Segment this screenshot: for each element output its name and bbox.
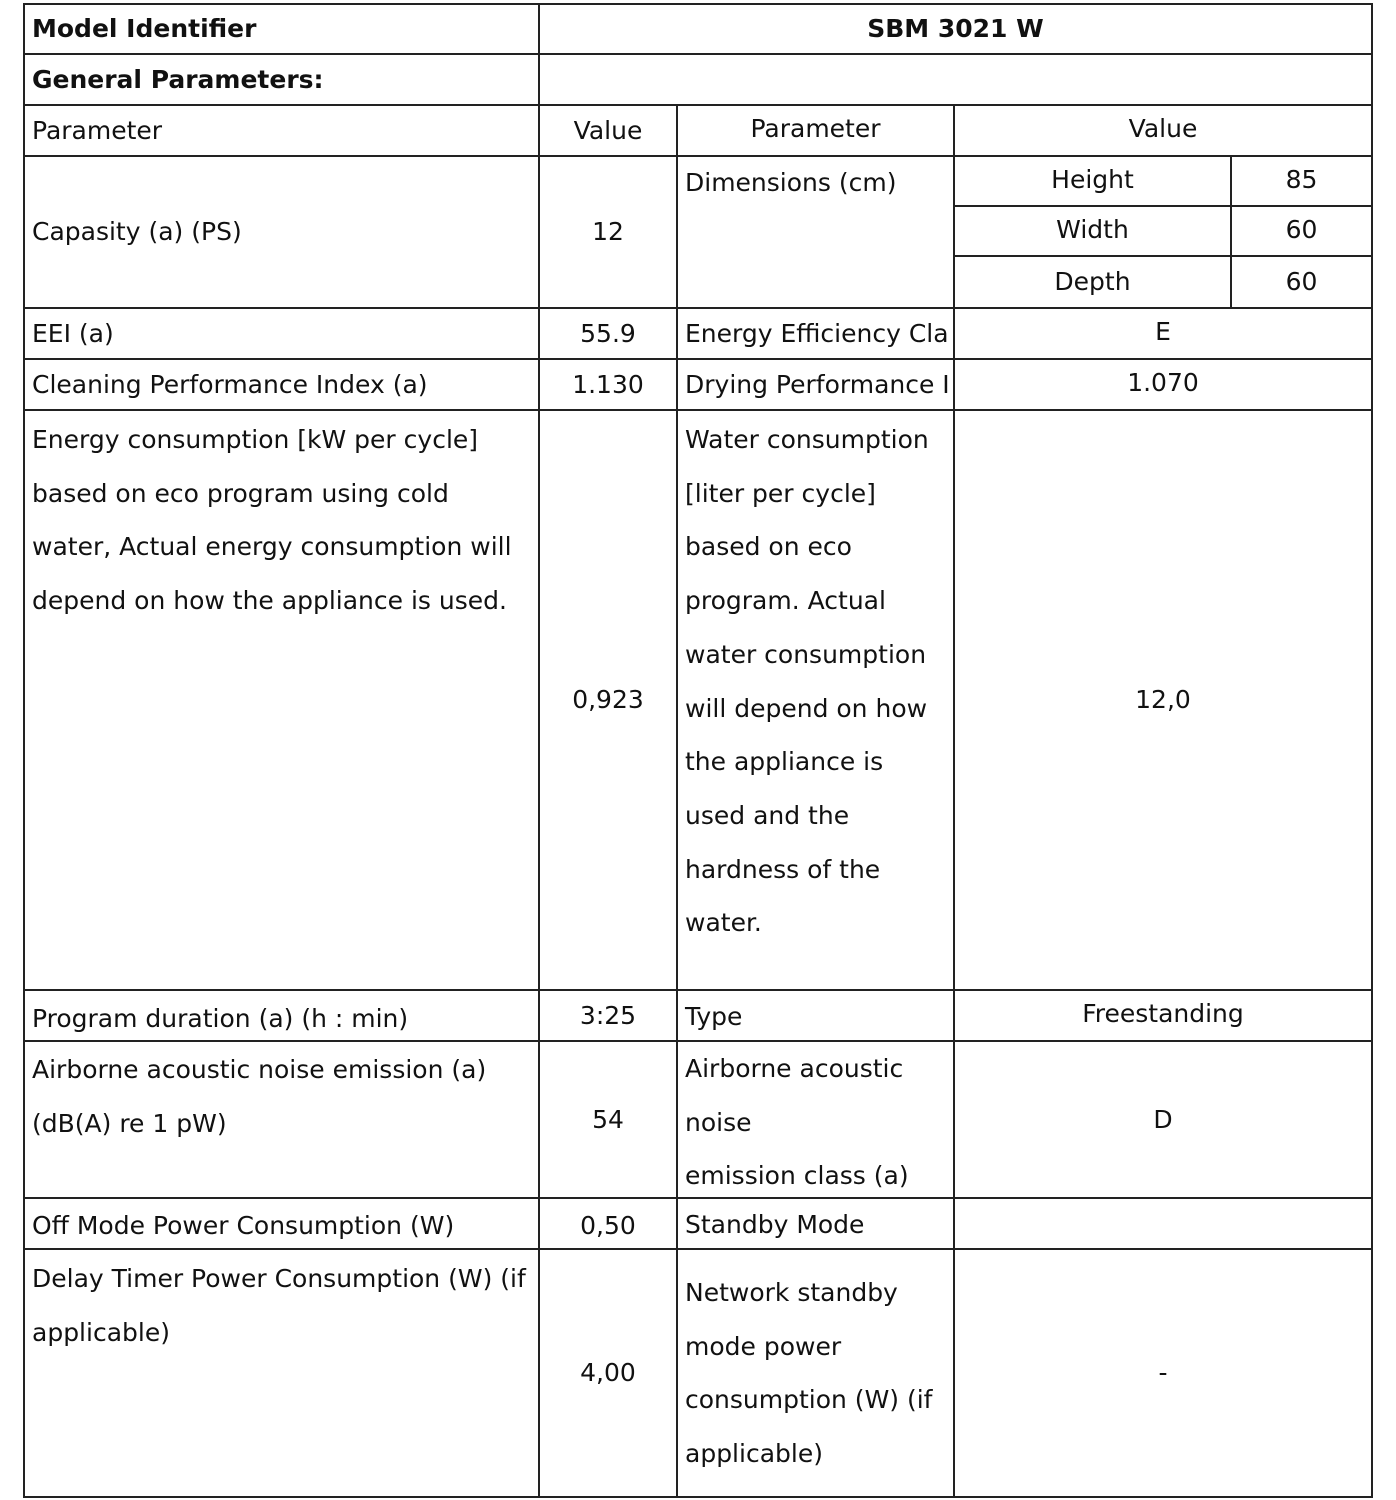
dimension-width-label: Width bbox=[953, 205, 1232, 257]
program-duration-label: Program duration (a) (h : min) bbox=[23, 989, 540, 1042]
capacity-label: Capasity (a) (PS) bbox=[23, 155, 540, 309]
spec-table bbox=[23, 3, 1373, 1498]
dimension-depth-value: 60 bbox=[1230, 255, 1373, 309]
dimensions-label: Dimensions (cm) bbox=[676, 155, 955, 309]
general-parameters-label: General Parameters: bbox=[23, 53, 540, 106]
dimension-depth-label: Depth bbox=[953, 255, 1232, 309]
model-identifier-label: Model Identifier bbox=[23, 3, 540, 55]
drying-performance-value: 1.070 bbox=[953, 358, 1373, 411]
delay-timer-power-label: Delay Timer Power Consumption (W) (if applicable) bbox=[23, 1248, 540, 1498]
noise-emission-class-label: Airborne acoustic noise emission class (a) bbox=[676, 1040, 955, 1199]
type-label: Type bbox=[676, 989, 955, 1042]
general-parameters-value bbox=[538, 53, 1373, 106]
column-header-parameter-2: Parameter bbox=[676, 104, 955, 157]
column-header-parameter-1: Parameter bbox=[23, 104, 540, 157]
energy-efficiency-class-value: E bbox=[953, 307, 1373, 360]
capacity-value: 12 bbox=[538, 155, 678, 309]
cleaning-performance-label: Cleaning Performance Index (a) bbox=[23, 358, 540, 411]
noise-emission-value: 54 bbox=[538, 1040, 678, 1199]
column-header-value-2: Value bbox=[953, 104, 1373, 157]
standby-mode-value bbox=[953, 1197, 1373, 1250]
energy-consumption-label: Energy consumption [kW per cycle] based on eco program using cold water, Actual energy consumption will depend on how the appliance is used. bbox=[23, 409, 540, 991]
delay-timer-power-value: 4,00 bbox=[538, 1248, 678, 1498]
dimension-width-value: 60 bbox=[1230, 205, 1373, 257]
program-duration-value: 3:25 bbox=[538, 989, 678, 1042]
network-standby-power-value: - bbox=[953, 1248, 1373, 1498]
cleaning-performance-value: 1.130 bbox=[538, 358, 678, 411]
noise-emission-label: Airborne acoustic noise emission (a) (dB(A) re 1 pW) bbox=[23, 1040, 540, 1199]
off-mode-power-value: 0,50 bbox=[538, 1197, 678, 1250]
standby-mode-label: Standby Mode bbox=[676, 1197, 955, 1250]
model-identifier-value: SBM 3021 W bbox=[538, 3, 1373, 55]
energy-efficiency-class-label: Energy Efficiency Cla bbox=[676, 307, 955, 360]
column-header-value-1: Value bbox=[538, 104, 678, 157]
network-standby-power-label: Network standby mode power consumption (W) (if applicable) bbox=[676, 1248, 955, 1498]
dimension-height-value: 85 bbox=[1230, 155, 1373, 207]
eei-label: EEI (a) bbox=[23, 307, 540, 360]
water-consumption-label: Water consumption [liter per cycle] based on eco program. Actual water consumption will depend on how the appliance is used and the hardness of the water. bbox=[676, 409, 955, 991]
type-value: Freestanding bbox=[953, 989, 1373, 1042]
dimension-height-label: Height bbox=[953, 155, 1232, 207]
drying-performance-label: Drying Performance I bbox=[676, 358, 955, 411]
water-consumption-value: 12,0 bbox=[953, 409, 1373, 991]
noise-emission-class-value: D bbox=[953, 1040, 1373, 1199]
eei-value: 55.9 bbox=[538, 307, 678, 360]
off-mode-power-label: Off Mode Power Consumption (W) bbox=[23, 1197, 540, 1250]
energy-consumption-value: 0,923 bbox=[538, 409, 678, 991]
